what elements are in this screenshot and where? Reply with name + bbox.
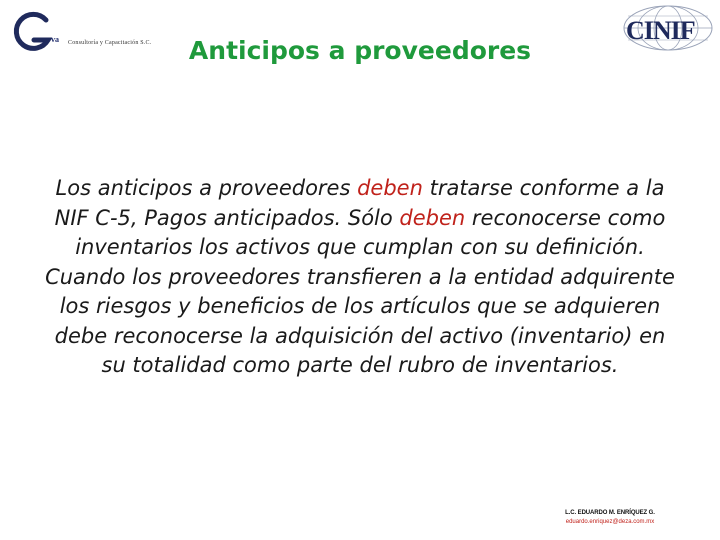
p1-text-1: Los anticipos a proveedores <box>55 176 358 200</box>
paragraph-1 <box>40 174 680 263</box>
author-name: L.C. EDUARDO M. ENRÍQUEZ G. <box>565 510 655 516</box>
paragraph-2: Cuando los proveedores transfieren a la entidad adquirente los riesgos y beneficios de los artículos que se adquieren debe reconocerse la adquisición del activo (inventario) en su totalidad como parte del rubro de inventarios. <box>45 264 675 377</box>
p1-text-2: tratarse conforme a la NIF C-5, Pagos anticipados. Sólo <box>54 176 665 230</box>
g-logo-icon <box>10 10 60 54</box>
slide-body <box>40 174 680 381</box>
company-logo <box>10 10 160 54</box>
p1-text-3: reconocerse como inventarios los activos que cumplan con su definición. <box>75 205 666 259</box>
logo-initials: va <box>51 35 59 44</box>
author-email: eduardo.enriquez@deza.com.mx <box>565 519 655 525</box>
company-name: Consultoría y Capacitación S.C. <box>68 40 152 46</box>
cinif-logo <box>620 2 718 54</box>
slide-title: Anticipos a proveedores <box>188 36 532 65</box>
p1-highlight-2: deben <box>399 205 466 230</box>
cinif-wordmark: CINIF <box>626 16 695 45</box>
author-footer <box>520 510 700 525</box>
p1-highlight-1: deben <box>357 176 423 200</box>
